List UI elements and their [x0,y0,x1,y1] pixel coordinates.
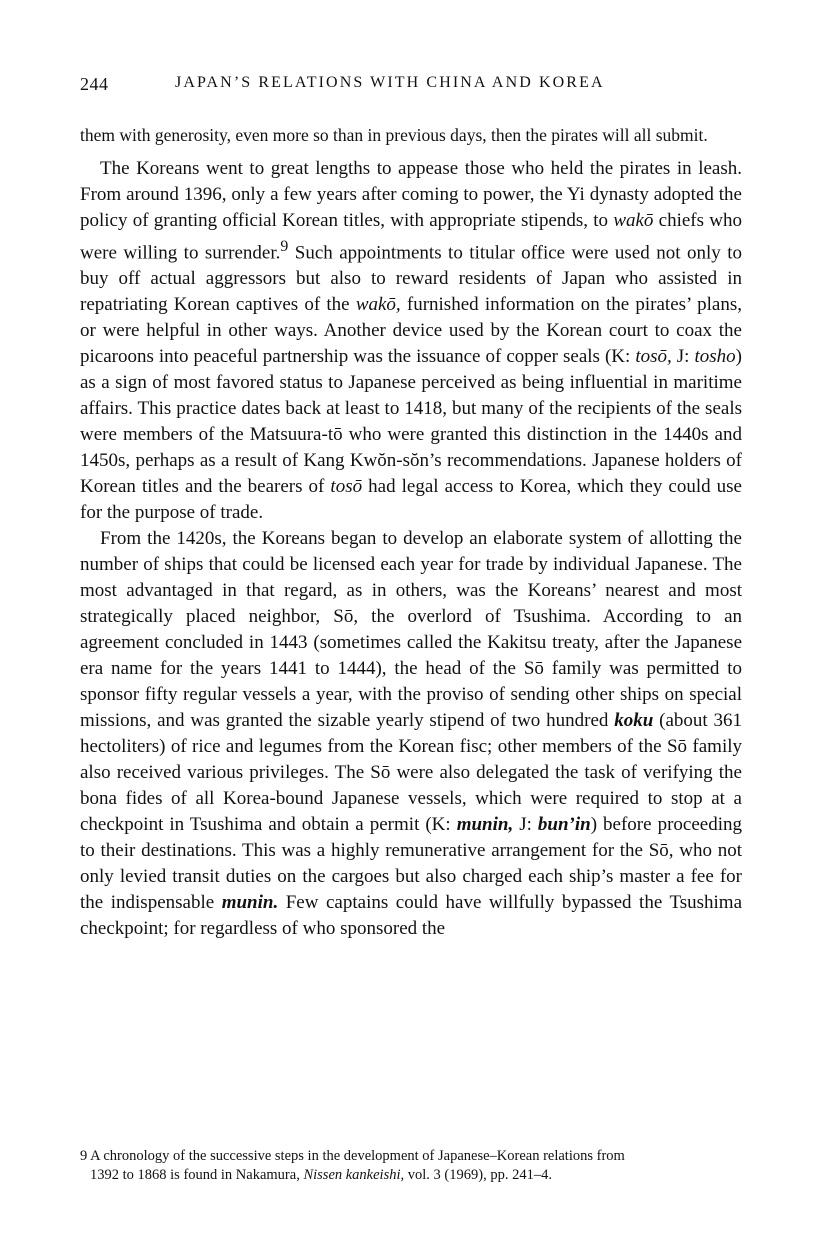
text-run: had legal access to Korea, which they could use for the purpose of trade. [80,476,742,524]
footnote [80,1147,742,1185]
term-koku: koku [614,710,654,732]
text-run: chiefs who were willing to surrender. [80,210,742,264]
footnote-number: 9 [80,1148,88,1164]
footnote-text: A chronology of the successive steps in the development of Japanese–Korean relations from [90,1148,625,1164]
running-title: JAPAN’S RELATIONS WITH CHINA AND KOREA [175,74,605,91]
term-munin: munin. [221,892,279,914]
paragraph-ship-licensing [80,526,742,942]
term-toso: tosō, [635,346,672,368]
text-run: Few captains could have willfully bypassed the Tsushima checkpoint; for regardless of who sponsored the [80,892,743,940]
text-run: The Koreans went to great lengths to appease those who held the pirates in leash. From around 1396, only a few years after coming to power, the Yi dynasty adopted the policy of granting official Korean titles, with appropriate stipends, to [80,158,742,231]
paragraph-koreans-appease [80,156,742,526]
body-text [80,124,742,942]
paragraph-continued: them with generosity, even more so than in previous days, then the pirates will all submit. [80,125,708,145]
text-run: J: [513,814,538,836]
footnote-reference[interactable]: 9 [280,238,289,255]
term-toso: tosō [330,476,363,498]
footnote-line [80,1147,742,1166]
term-wako: wakō [613,210,654,231]
text-run: ) before proceeding to their destinations. This was a highly remunerative arrangement for the Sō, who not only levied transit duties on the cargoes but also charged each ship’s master a fee for the indispensable [80,814,742,914]
term-wako: wakō, [355,294,401,316]
text-run: Such appointments to titular office were used not only to buy off actual aggressors but also to reward residents of Japan who assisted in repatriating Korean captives of the [80,242,742,316]
page-number: 244 [80,74,109,94]
text-run: From the 1420s, the Koreans began to develop an elaborate system of allotting the number of ships that could be licensed each year for trade by individual Japanese. The most advantaged in that regard, as in others, was the Koreans’ nearest and most strategically placed neighbor, Sō, the overlord of Tsushima. According to an agreement concluded in 1443 (sometimes called the Kakitsu treaty, after the Japanese era name for the years 1441 to 1444), the head of the Sō family was permitted to sponsor fifty regular vessels a year, with the proviso of sending other ships on special missions, and was granted the sizable yearly stipend of two hundred [80,528,742,732]
text-run: ) as a sign of most favored status to Japanese perceived as being influential in maritime affairs. This practice dates back at least to 1418, but many of the recipients of the seals were members of the Matsuura-tō who were granted this distinction in the 1440s and 1450s, perhaps as a result of Kang Kwŏn-sŏn’s recommendations. Japanese holders of Korean titles and the bearers of [80,346,742,498]
term-bunin: bun’in [537,814,591,836]
term-tosho: tosho [694,346,736,368]
text-run: J: [671,346,695,368]
running-head [80,74,742,98]
footnote-text: 1392 to 1868 is found in Nakamura, [90,1167,304,1183]
footnote-cited-title: Nissen kankeishi, [303,1167,405,1183]
text-run: furnished information on the pirates’ plans, or were helpful in other ways. Another device used by the Korean court to coax the picaroons into peaceful partnership was the issuance of copper seals (K: [80,294,743,368]
text-run: (about 361 hectoliters) of rice and legumes from the Korean fisc; other members of the Sō family also received various privileges. The Sō were also delegated the task of verifying the bona fides of all Korea-bound Japanese vessels, which were required to stop at a checkpoint in Tsushima and obtain a permit (K: [80,710,742,836]
footnote-text: vol. 3 (1969), pp. 241–4. [404,1167,552,1183]
footnote-line [80,1166,742,1185]
term-munin: munin, [456,814,514,836]
